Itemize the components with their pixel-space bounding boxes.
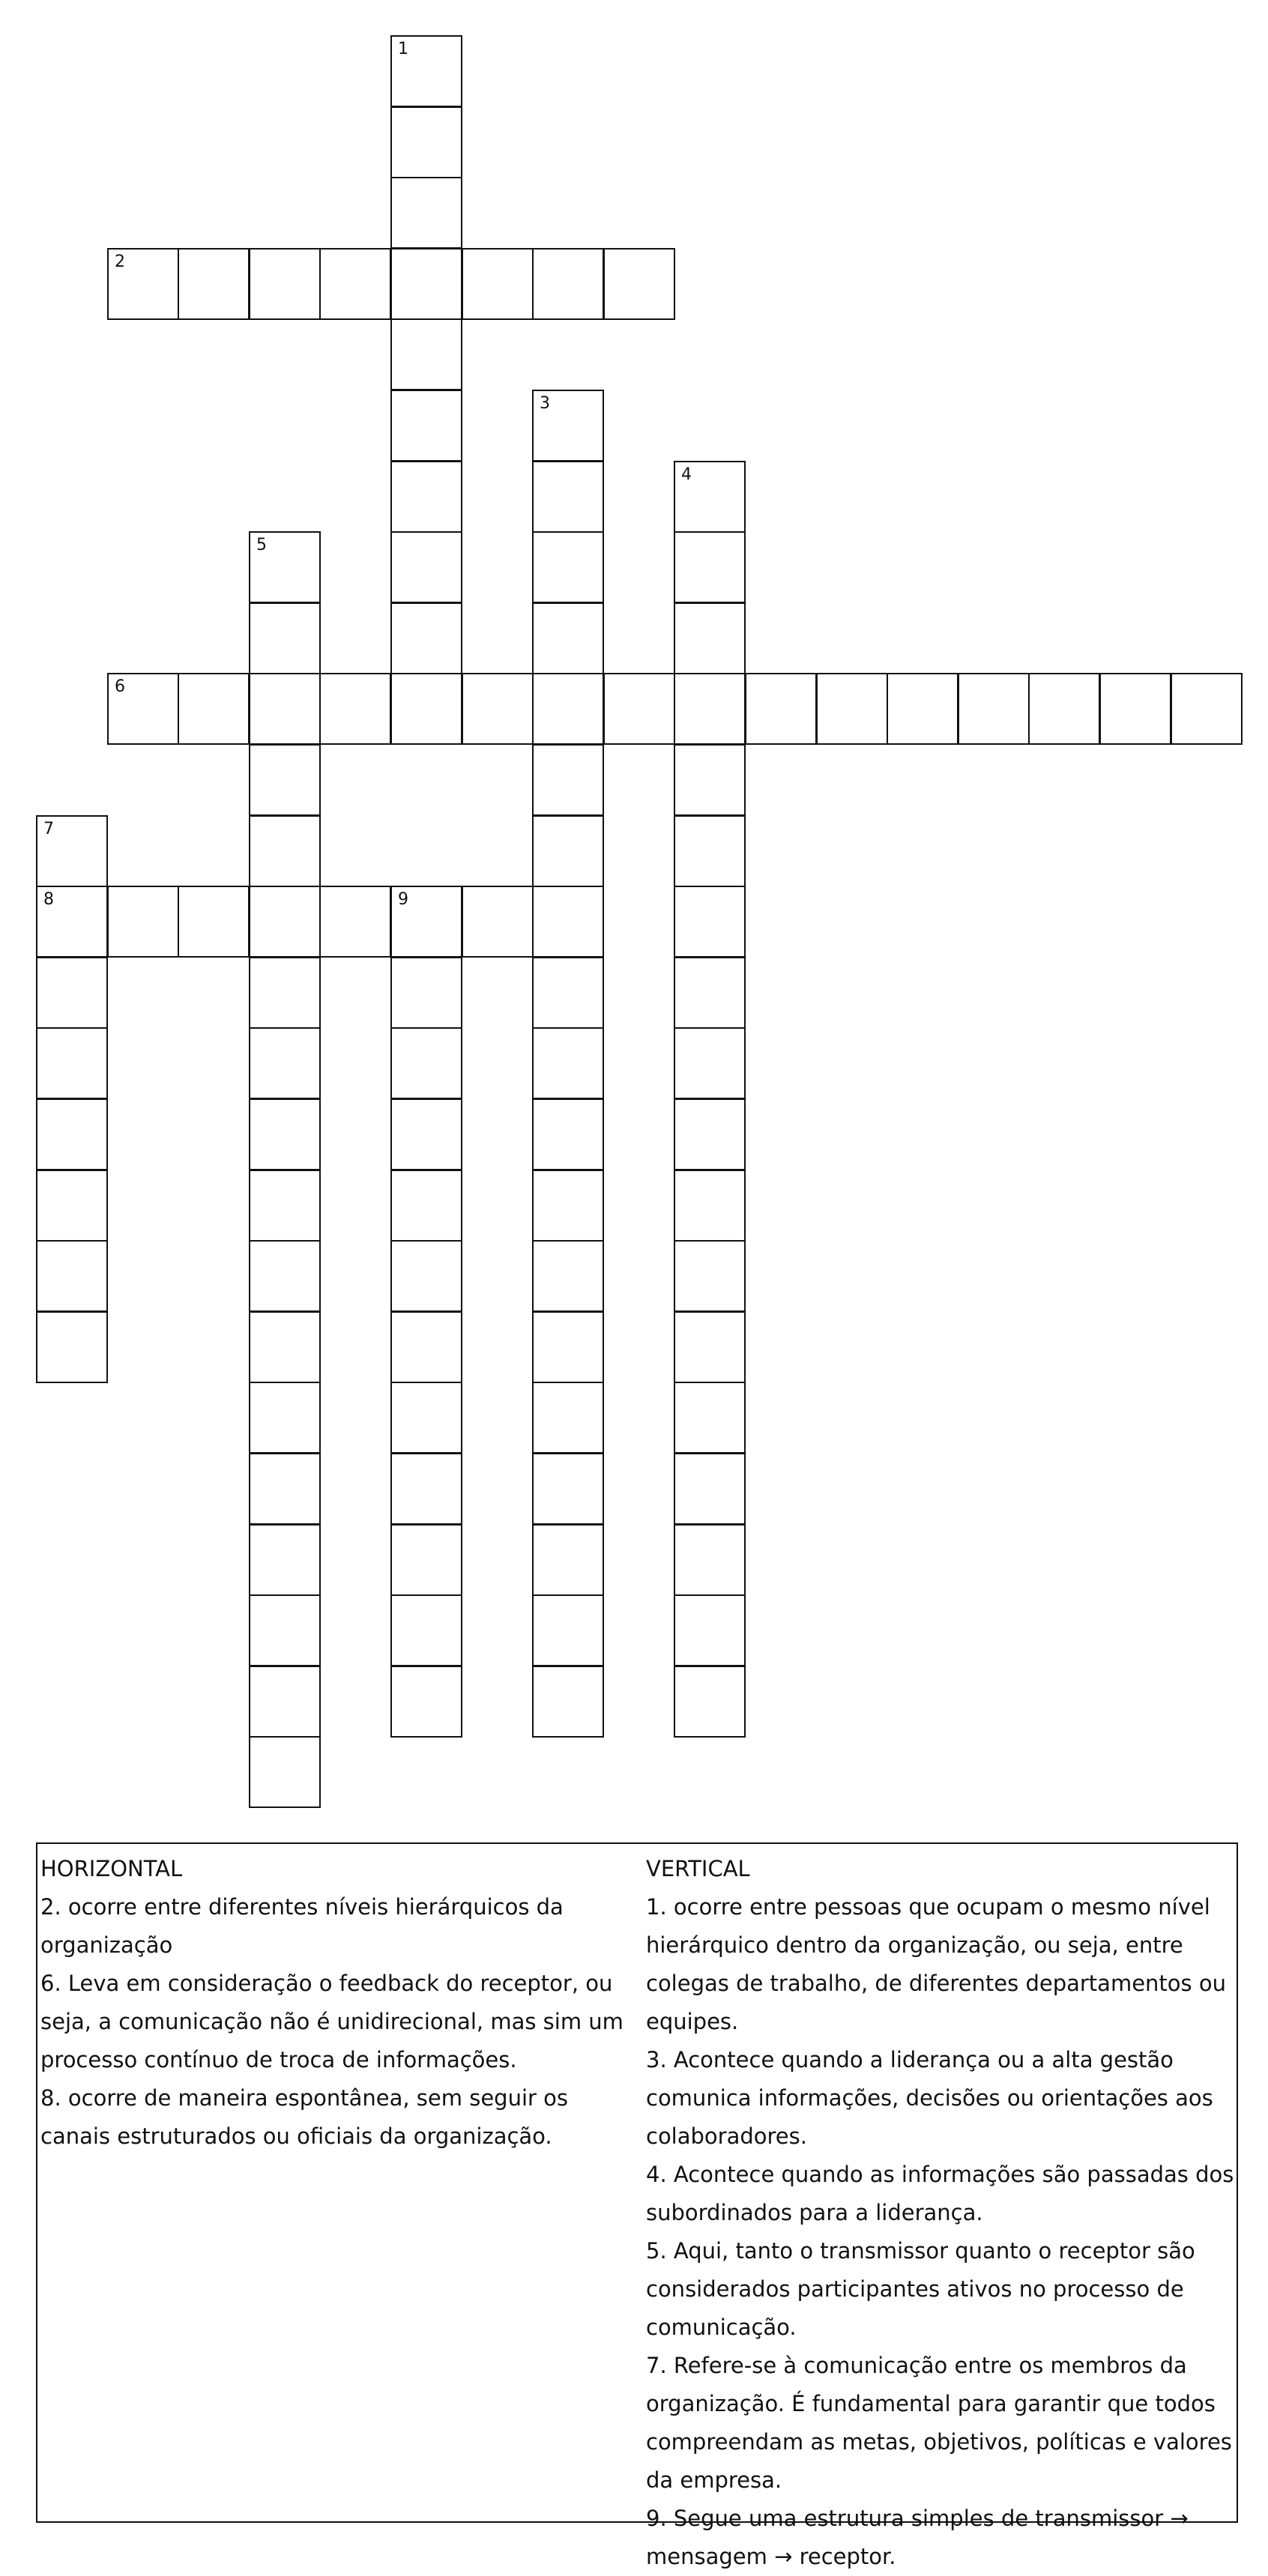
- clue-number: 8: [43, 890, 54, 909]
- crossword-cell[interactable]: [390, 886, 462, 958]
- crossword-cell[interactable]: [36, 1240, 108, 1312]
- crossword-cell[interactable]: [674, 461, 746, 533]
- crossword-cell[interactable]: [603, 248, 675, 320]
- crossword-cell[interactable]: [249, 531, 321, 603]
- crossword-cell[interactable]: [958, 673, 1030, 745]
- crossword-cell[interactable]: [390, 673, 462, 745]
- crossword-cell[interactable]: [249, 1240, 321, 1312]
- crossword-cell[interactable]: [36, 815, 108, 887]
- clues-panel: [36, 1842, 1238, 2569]
- crossword-cell[interactable]: [674, 1524, 746, 1596]
- crossword-cell[interactable]: [674, 815, 746, 887]
- clue-vertical-5: 5. Aqui, tanto o transmissor quanto o receptor são considerados participantes ativos no processo de comunicação.: [646, 2238, 1195, 2340]
- crossword-cell[interactable]: [249, 1736, 321, 1808]
- crossword-cell[interactable]: [390, 1098, 462, 1170]
- crossword-cell[interactable]: [249, 744, 321, 816]
- crossword-cell[interactable]: [319, 886, 391, 958]
- crossword-cell[interactable]: [674, 1240, 746, 1312]
- crossword-cell[interactable]: [1099, 673, 1171, 745]
- crossword-cell[interactable]: [249, 1098, 321, 1170]
- crossword-cell[interactable]: [532, 461, 604, 533]
- crossword-cell[interactable]: [674, 673, 746, 745]
- crossword-cell[interactable]: [674, 1453, 746, 1525]
- vertical-clues: [646, 1850, 1235, 2576]
- clue-number: 4: [681, 465, 692, 484]
- crossword-cell[interactable]: [674, 1027, 746, 1099]
- crossword-cell[interactable]: [249, 602, 321, 674]
- crossword-cell[interactable]: [390, 531, 462, 603]
- crossword-cell[interactable]: [603, 673, 675, 745]
- clue-horizontal-6: 6. Leva em consideração o feedback do receptor, ou seja, a comunicação não é unidirecional, mas sim um processo contínuo de troca de informações.: [40, 1971, 624, 2072]
- crossword-cell[interactable]: [532, 248, 604, 320]
- crossword-cell[interactable]: [674, 957, 746, 1029]
- crossword-cell[interactable]: [674, 531, 746, 603]
- crossword-cell[interactable]: [178, 673, 250, 745]
- clue-vertical-1: 1. ocorre entre pessoas que ocupam o mesmo nível hierárquico dentro da organização, ou seja, entre colegas de trabalho, de diferentes departamentos ou equipes.: [646, 1894, 1226, 2034]
- crossword-cell[interactable]: [390, 318, 462, 390]
- crossword-cell[interactable]: [107, 886, 179, 958]
- crossword-cell[interactable]: [178, 886, 250, 958]
- crossword-cell[interactable]: [674, 1311, 746, 1383]
- clue-number: 9: [398, 890, 408, 909]
- crossword-cell[interactable]: [390, 35, 462, 107]
- clue-vertical-7: 7. Refere-se à comunicação entre os membros da organização. É fundamental para garantir que todos compreendam as metas, objetivos, políticas e valores da empresa.: [646, 2353, 1232, 2493]
- horizontal-clues: [40, 1850, 633, 2156]
- crossword-cell[interactable]: [36, 1027, 108, 1099]
- crossword-cell[interactable]: [390, 1027, 462, 1099]
- crossword-cell[interactable]: [532, 390, 604, 462]
- crossword-cell[interactable]: [249, 1666, 321, 1738]
- clue-number: 1: [398, 40, 408, 58]
- crossword-cell[interactable]: [532, 744, 604, 816]
- crossword-cell[interactable]: [390, 390, 462, 462]
- crossword-cell[interactable]: [462, 673, 534, 745]
- crossword-cell[interactable]: [532, 1098, 604, 1170]
- crossword-cell[interactable]: [36, 957, 108, 1029]
- clue-vertical-4: 4. Acontece quando as informações são passadas dos subordinados para a liderança.: [646, 2162, 1234, 2225]
- crossword-cell[interactable]: [532, 1382, 604, 1454]
- crossword-cell[interactable]: [532, 602, 604, 674]
- crossword-cell[interactable]: [674, 1666, 746, 1738]
- clue-vertical-9: 9. Segue uma estrutura simples de transmissor → mensagem → receptor.: [646, 2506, 1189, 2569]
- crossword-cell[interactable]: [532, 1240, 604, 1312]
- crossword-cell[interactable]: [249, 1594, 321, 1666]
- crossword-cell[interactable]: [532, 1666, 604, 1738]
- crossword-cell[interactable]: [1171, 673, 1243, 745]
- crossword-cell[interactable]: [390, 1666, 462, 1738]
- crossword-cell[interactable]: [390, 1524, 462, 1596]
- crossword-cell[interactable]: [319, 673, 391, 745]
- crossword-cell[interactable]: [249, 1311, 321, 1383]
- crossword-cell[interactable]: [462, 248, 534, 320]
- crossword-cell[interactable]: [674, 1594, 746, 1666]
- vertical-heading: VERTICAL: [646, 1856, 750, 1881]
- crossword-cell[interactable]: [462, 886, 534, 958]
- crossword-cell[interactable]: [390, 1453, 462, 1525]
- crossword-cell[interactable]: [36, 1098, 108, 1170]
- crossword-cell[interactable]: [249, 1382, 321, 1454]
- crossword-cell[interactable]: [532, 886, 604, 958]
- crossword-cell[interactable]: [532, 1170, 604, 1242]
- crossword-cell[interactable]: [532, 815, 604, 887]
- crossword-cell[interactable]: [532, 1594, 604, 1666]
- crossword-cell[interactable]: [532, 531, 604, 603]
- clue-horizontal-2: 2. ocorre entre diferentes níveis hierárquicos da organização: [40, 1894, 564, 1958]
- crossword-cell[interactable]: [390, 1594, 462, 1666]
- crossword-cell[interactable]: [319, 248, 391, 320]
- crossword-cell[interactable]: [249, 1027, 321, 1099]
- crossword-cell[interactable]: [249, 1524, 321, 1596]
- clue-number: 3: [540, 394, 550, 413]
- crossword-cell[interactable]: [390, 1240, 462, 1312]
- clue-horizontal-8: 8. ocorre de maneira espontânea, sem seguir os canais estruturados ou oficiais da organização.: [40, 2085, 569, 2149]
- crossword-cell[interactable]: [674, 886, 746, 958]
- crossword-cell[interactable]: [816, 673, 888, 745]
- crossword-cell[interactable]: [532, 1524, 604, 1596]
- crossword-cell[interactable]: [674, 1098, 746, 1170]
- crossword-cell[interactable]: [36, 1311, 108, 1383]
- crossword-cell[interactable]: [745, 673, 817, 745]
- crossword-cell[interactable]: [107, 248, 179, 320]
- crossword-cell[interactable]: [249, 957, 321, 1029]
- crossword-cell[interactable]: [36, 886, 108, 958]
- crossword-cell[interactable]: [390, 106, 462, 178]
- crossword-cell[interactable]: [36, 1170, 108, 1242]
- crossword-cell[interactable]: [532, 1453, 604, 1525]
- crossword-cell[interactable]: [390, 461, 462, 533]
- crossword-cell[interactable]: [390, 602, 462, 674]
- crossword-cell[interactable]: [887, 673, 958, 745]
- horizontal-heading: HORIZONTAL: [40, 1856, 183, 1881]
- clue-number: 7: [43, 820, 54, 838]
- crossword-cell[interactable]: [390, 177, 462, 249]
- crossword-cell[interactable]: [532, 673, 604, 745]
- clue-vertical-3: 3. Acontece quando a liderança ou a alta gestão comunica informações, decisões ou orientações aos colaboradores.: [646, 2047, 1213, 2149]
- crossword-cell[interactable]: [674, 1382, 746, 1454]
- crossword-cell[interactable]: [249, 673, 321, 745]
- crossword-cell[interactable]: [249, 815, 321, 887]
- crossword-cell[interactable]: [390, 1382, 462, 1454]
- crossword-cell[interactable]: [107, 673, 179, 745]
- crossword-cell[interactable]: [178, 248, 250, 320]
- crossword-cell[interactable]: [1028, 673, 1100, 745]
- clue-number: 6: [115, 677, 125, 696]
- crossword-cell[interactable]: [390, 1311, 462, 1383]
- crossword-cell[interactable]: [532, 957, 604, 1029]
- crossword-cell[interactable]: [674, 1170, 746, 1242]
- crossword-cell[interactable]: [390, 957, 462, 1029]
- crossword-cell[interactable]: [674, 602, 746, 674]
- clue-number: 5: [256, 536, 267, 554]
- crossword-cell[interactable]: [674, 744, 746, 816]
- crossword-cell[interactable]: [249, 886, 321, 958]
- crossword-cell[interactable]: [390, 248, 462, 320]
- crossword-cell[interactable]: [390, 1170, 462, 1242]
- clue-number: 2: [115, 253, 125, 271]
- crossword-cell[interactable]: [532, 1027, 604, 1099]
- crossword-cell[interactable]: [249, 1453, 321, 1525]
- crossword-cell[interactable]: [532, 1311, 604, 1383]
- crossword-cell[interactable]: [249, 1170, 321, 1242]
- crossword-cell[interactable]: [249, 248, 321, 320]
